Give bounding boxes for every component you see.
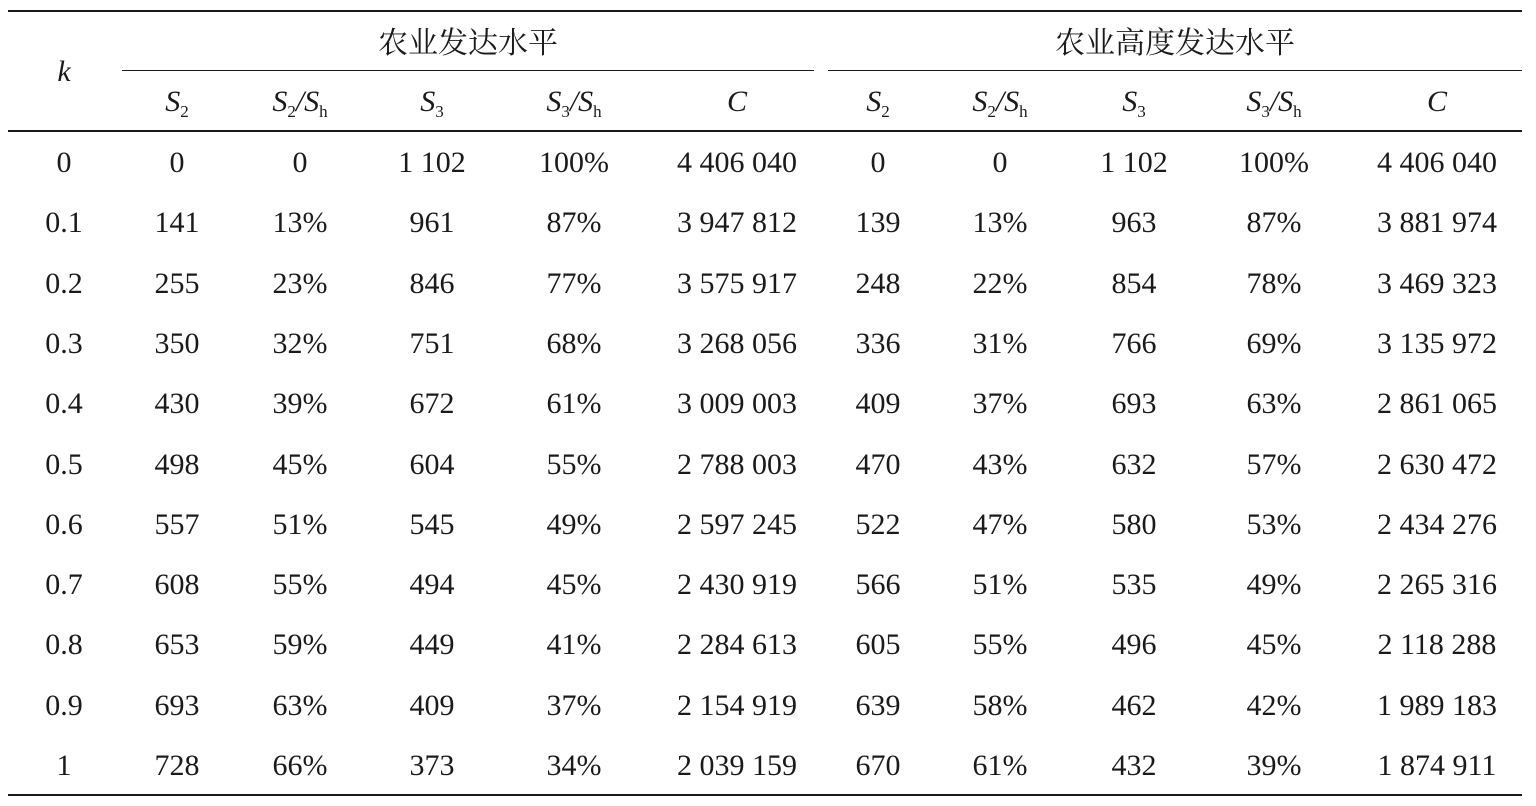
table-cell: 2 430 919 xyxy=(677,568,797,602)
table-cell: 545 xyxy=(409,507,455,541)
table-cell: 522 xyxy=(855,507,901,541)
table-cell: 854 xyxy=(1111,266,1157,300)
table-cell: 68% xyxy=(546,326,602,360)
table-cell: 42% xyxy=(1246,688,1302,722)
group-title-developed: 农业发达水平 xyxy=(378,27,558,60)
table-cell: 409 xyxy=(409,688,455,722)
table-cell: 55% xyxy=(546,447,602,481)
table-cell: 63% xyxy=(1246,387,1302,421)
group-title-highly-developed: 农业高度发达水平 xyxy=(1055,27,1295,60)
table-cell: 39% xyxy=(1246,749,1302,782)
table-cell: 449 xyxy=(409,628,455,662)
table-cell: 45% xyxy=(272,447,328,481)
table-cell: 59% xyxy=(272,628,328,662)
row-label-k: 0.5 xyxy=(45,447,83,481)
table-cell: 13% xyxy=(972,206,1028,240)
table-cell: 653 xyxy=(154,628,200,662)
column-header: $S_3$ xyxy=(420,85,444,121)
table-cell: 462 xyxy=(1111,688,1157,722)
table-cell: 846 xyxy=(409,266,455,300)
column-header: $S_2/S_h$ xyxy=(972,85,1028,121)
table-cell: 248 xyxy=(855,266,901,300)
row-label-k: 0.6 xyxy=(45,507,83,541)
table-cell: 43% xyxy=(972,447,1028,481)
table-cell: 77% xyxy=(546,266,602,300)
table-cell: 693 xyxy=(154,688,200,722)
table-cell: 728 xyxy=(154,749,200,782)
table-cell: 3 469 323 xyxy=(1377,266,1497,300)
table-cell: 37% xyxy=(546,688,602,722)
table-cell: 470 xyxy=(855,447,901,481)
table-cell: 55% xyxy=(272,568,328,602)
table-cell: 494 xyxy=(409,568,455,602)
table-cell: 4 406 040 xyxy=(1377,146,1497,179)
table-cell: 45% xyxy=(546,568,602,602)
table-cell: 45% xyxy=(1246,628,1302,662)
table-cell: 3 009 003 xyxy=(677,387,797,421)
table-cell: 31% xyxy=(972,326,1028,360)
table-cell: 336 xyxy=(855,326,901,360)
row-label-k: 0 xyxy=(56,146,72,179)
table-cell: 670 xyxy=(855,749,901,782)
table-cell: 34% xyxy=(546,749,602,782)
table-cell: 2 597 245 xyxy=(677,507,797,541)
table-cell: 0 xyxy=(992,146,1008,179)
table-cell: 3 575 917 xyxy=(677,266,797,300)
table-cell: 13% xyxy=(272,206,328,240)
table-cell: 100% xyxy=(1239,146,1309,179)
table-cell: 373 xyxy=(409,749,455,782)
group-underline-1 xyxy=(122,70,814,71)
table-cell: 350 xyxy=(154,326,200,360)
table-cell: 432 xyxy=(1111,749,1157,782)
table-cell: 3 135 972 xyxy=(1377,326,1497,360)
table-cell: 51% xyxy=(272,507,328,541)
table-cell: 69% xyxy=(1246,326,1302,360)
table-cell: 693 xyxy=(1111,387,1157,421)
table-cell: 61% xyxy=(972,749,1028,782)
table-cell: 557 xyxy=(154,507,200,541)
table-cell: 1 874 911 xyxy=(1377,749,1497,782)
table-cell: 605 xyxy=(855,628,901,662)
row-label-k: 0.3 xyxy=(45,326,83,360)
table-cell: 3 268 056 xyxy=(677,326,797,360)
row-label-k: 0.4 xyxy=(45,387,83,421)
table-cell: 47% xyxy=(972,507,1028,541)
table-cell: 409 xyxy=(855,387,901,421)
row-label-k: 1 xyxy=(56,749,72,782)
top-rule xyxy=(8,10,1522,12)
row-label-k: 0.8 xyxy=(45,628,83,662)
table-cell: 57% xyxy=(1246,447,1302,481)
row-label-k: 0.1 xyxy=(45,206,83,240)
table-cell: 1 989 183 xyxy=(1377,688,1497,722)
header-rule xyxy=(8,130,1522,132)
table-cell: 49% xyxy=(1246,568,1302,602)
table-cell: 87% xyxy=(546,206,602,240)
table-cell: 498 xyxy=(154,447,200,481)
column-header: $S_2$ xyxy=(165,85,189,121)
table-cell: 0 xyxy=(870,146,886,179)
column-header: $S_3/S_h$ xyxy=(546,85,602,121)
table-cell: 632 xyxy=(1111,447,1157,481)
table-cell: 61% xyxy=(546,387,602,421)
table-cell: 2 265 316 xyxy=(1377,568,1497,602)
table-cell: 3 881 974 xyxy=(1377,206,1497,240)
table-cell: 141 xyxy=(154,206,200,240)
table-cell: 58% xyxy=(972,688,1028,722)
bottom-rule xyxy=(8,794,1522,796)
table-cell: 2 284 613 xyxy=(677,628,797,662)
table-cell: 2 118 288 xyxy=(1377,628,1497,662)
table-cell: 66% xyxy=(272,749,328,782)
table-cell: 22% xyxy=(972,266,1028,300)
table-cell: 87% xyxy=(1246,206,1302,240)
table-cell: 255 xyxy=(154,266,200,300)
row-label-k: 0.7 xyxy=(45,568,83,602)
table-cell: 55% xyxy=(972,628,1028,662)
table-cell: 2 630 472 xyxy=(1377,447,1497,481)
table-cell: 1 102 xyxy=(398,146,466,179)
table-cell: 4 406 040 xyxy=(677,146,797,179)
table-cell: 604 xyxy=(409,447,455,481)
column-header: $S_2/S_h$ xyxy=(272,85,328,121)
table-cell: 535 xyxy=(1111,568,1157,602)
column-header: C xyxy=(726,85,747,118)
table-cell: 430 xyxy=(154,387,200,421)
table-cell: 3 947 812 xyxy=(677,206,797,240)
table-cell: 2 788 003 xyxy=(677,447,797,481)
table-cell: 39% xyxy=(272,387,328,421)
table-cell: 608 xyxy=(154,568,200,602)
table-cell: 51% xyxy=(972,568,1028,602)
table-cell: 63% xyxy=(272,688,328,722)
table-cell: 496 xyxy=(1111,628,1157,662)
table-cell: 37% xyxy=(972,387,1028,421)
row-header-k: k xyxy=(57,55,71,88)
table-cell: 139 xyxy=(855,206,901,240)
table-cell: 100% xyxy=(539,146,609,179)
table-cell: 23% xyxy=(272,266,328,300)
column-header: $S_3$ xyxy=(1122,85,1146,121)
table-cell: 766 xyxy=(1111,326,1157,360)
table-cell: 41% xyxy=(546,628,602,662)
row-label-k: 0.2 xyxy=(45,266,83,300)
table-cell: 961 xyxy=(409,206,455,240)
table-cell: 49% xyxy=(546,507,602,541)
table-cell: 751 xyxy=(409,326,455,360)
table-cell: 566 xyxy=(855,568,901,602)
column-header: C xyxy=(1426,85,1447,118)
table-cell: 1 102 xyxy=(1100,146,1168,179)
table-cell: 0 xyxy=(169,146,185,179)
table-cell: 32% xyxy=(272,326,328,360)
column-header: $S_3/S_h$ xyxy=(1246,85,1302,121)
table-cell: 639 xyxy=(855,688,901,722)
table-cell: 78% xyxy=(1246,266,1302,300)
group-underline-2 xyxy=(828,70,1522,71)
table-cell: 2 434 276 xyxy=(1377,507,1497,541)
table-cell: 53% xyxy=(1246,507,1302,541)
table-cell: 672 xyxy=(409,387,455,421)
row-label-k: 0.9 xyxy=(45,688,83,722)
table-cell: 580 xyxy=(1111,507,1157,541)
table-cell: 2 154 919 xyxy=(677,688,797,722)
table-cell: 2 861 065 xyxy=(1377,387,1497,421)
column-header: $S_2$ xyxy=(866,85,890,121)
table-cell: 2 039 159 xyxy=(677,749,797,782)
table-cell: 0 xyxy=(292,146,308,179)
table-cell: 963 xyxy=(1111,206,1157,240)
